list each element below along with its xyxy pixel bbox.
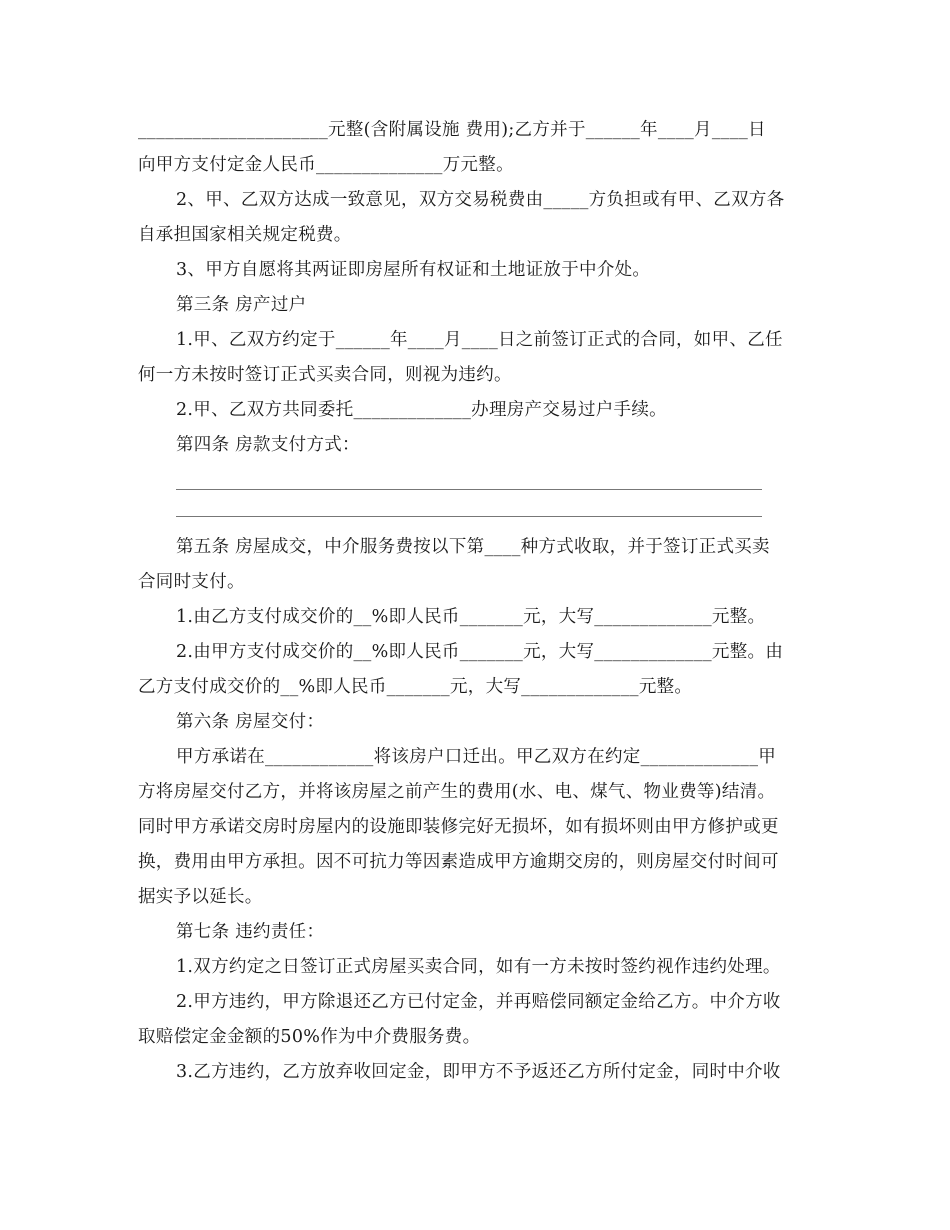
line-article-6-para-cont-4: 据实予以延长。 xyxy=(138,887,263,907)
line-deposit-amount: 向甲方支付定金人民币______________万元整。 xyxy=(138,155,514,175)
line-article-6-para: 甲方承诺在____________将该房户口迁出。甲乙双方在约定_____________甲 xyxy=(176,747,777,767)
spacer xyxy=(138,517,814,530)
line-article-5-option-2: 2.由甲方支付成交价的__%即人民币_______元，大写_____________元整。由 xyxy=(176,642,784,662)
line-article-3-item-2: 2.甲、乙双方共同委托_____________办理房产交易过户手续。 xyxy=(176,400,667,420)
line-price-clause: _____________________元整(含附属设施 费用);乙方并于______年____月____日 xyxy=(138,120,766,140)
line-article-3-item-1: 1.甲、乙双方约定于______年____月____日之前签订正式的合同，如甲、乙任 xyxy=(176,330,783,350)
line-tax-clause-cont: 自承担国家相关规定税费。 xyxy=(138,225,352,245)
line-article-7-item-1: 1.双方约定之日签订正式房屋买卖合同，如有一方未按时签约视作违约处理。 xyxy=(176,957,781,977)
contract-text xyxy=(138,113,814,1090)
heading-article-5: 第五条 房屋成交，中介服务费按以下第____种方式收取，并于签订正式买卖 xyxy=(176,537,770,557)
heading-article-6: 第六条 房屋交付： xyxy=(176,712,325,732)
blank-fill-line-1 xyxy=(176,463,762,490)
line-article-6-para-cont-1: 方将房屋交付乙方，并将该房屋之前产生的费用(水、电、煤气、物业费等)结清。 xyxy=(138,782,776,802)
heading-article-7: 第七条 违约责任： xyxy=(176,922,325,942)
blank-fill-line-2 xyxy=(176,490,762,517)
line-article-5-option-2-cont: 乙方支付成交价的__%即人民币_______元，大写_____________元整。 xyxy=(138,677,693,697)
line-article-7-item-2: 2.甲方违约，甲方除退还乙方已付定金，并再赔偿同额定金给乙方。中介方收 xyxy=(176,992,781,1012)
line-article-7-item-2-cont: 取赔偿定金金额的50%作为中介费服务费。 xyxy=(138,1027,481,1047)
line-article-3-item-1-cont: 何一方未按时签订正式买卖合同，则视为违约。 xyxy=(138,365,512,385)
heading-article-4: 第四条 房款支付方式： xyxy=(176,435,360,455)
line-article-7-item-3: 3.乙方违约，乙方放弃收回定金，即甲方不予返还乙方所付定金，同时中介收 xyxy=(176,1062,781,1082)
line-article-5-cont: 合同时支付。 xyxy=(138,572,245,592)
line-tax-clause: 2、甲、乙双方达成一致意见，双方交易税费由_____方负担或有甲、乙双方各 xyxy=(176,190,785,210)
heading-article-3: 第三条 房产过户 xyxy=(176,295,307,315)
line-article-6-para-cont-2: 同时甲方承诺交房时房屋内的设施即装修完好无损坏，如有损坏则由甲方修护或更 xyxy=(138,817,779,837)
line-certificates-clause: 3、甲方自愿将其两证即房屋所有权证和土地证放于中介处。 xyxy=(176,260,651,280)
line-article-6-para-cont-3: 换，费用由甲方承担。因不可抗力等因素造成甲方逾期交房的，则房屋交付时间可 xyxy=(138,852,779,872)
line-article-5-option-1: 1.由乙方支付成交价的__%即人民币_______元，大写_____________元整。 xyxy=(176,607,766,627)
